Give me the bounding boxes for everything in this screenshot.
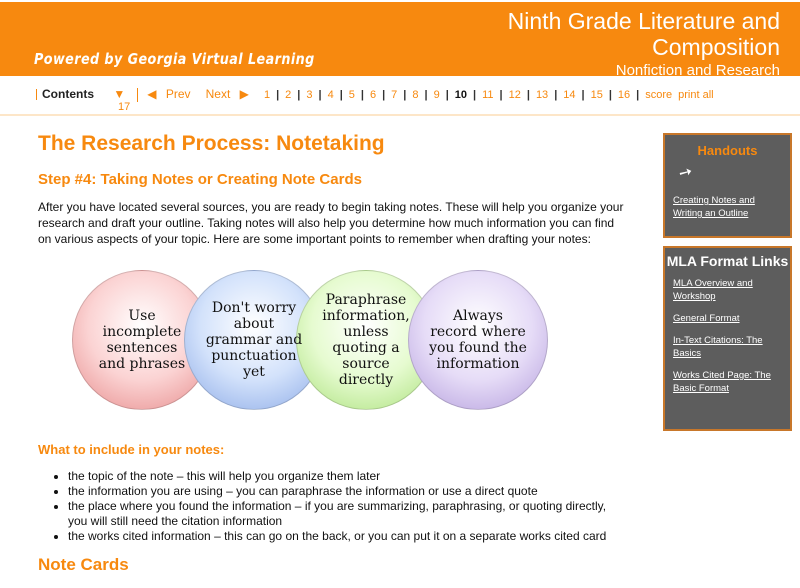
page-link-6[interactable]: 6 (369, 88, 377, 101)
page-link-2[interactable]: 2 (285, 88, 292, 101)
page-link-12[interactable]: 12 (508, 88, 521, 101)
unit-subtitle: Nonfiction and Research (615, 62, 780, 79)
mla-link[interactable]: Works Cited Page: The Basic Format (673, 370, 771, 394)
separator: | (360, 88, 364, 101)
next-label: Next (205, 86, 231, 101)
separator: | (636, 88, 640, 101)
step-heading: Step #4: Taking Notes or Creating Note Cards (38, 171, 362, 188)
list-item: • the information you are using – you can paraphrase the information or use a direct quote (68, 484, 628, 499)
tip-circle: Always record where you found the information (429, 308, 527, 372)
page-link-13[interactable]: 13 (535, 88, 549, 101)
mla-link[interactable]: General Format (673, 313, 740, 324)
include-list (68, 469, 628, 544)
page-link-10[interactable]: 10 (454, 88, 468, 101)
next-link[interactable] (205, 86, 255, 101)
tip-circle: Don't worry about grammar and punctuation yet (205, 300, 303, 380)
header-banner (0, 2, 800, 79)
separator: | (424, 88, 428, 101)
mla-link[interactable]: MLA Overview and Workshop (673, 278, 753, 302)
separator: | (403, 88, 407, 101)
page-link-16[interactable]: 16 (617, 88, 631, 101)
nav-divider (0, 114, 800, 116)
divider (137, 88, 138, 102)
cursor-icon: ➚ (675, 162, 696, 184)
chevron-down-icon: ▼ (113, 86, 126, 101)
page-navigation (36, 88, 776, 113)
page-link-7[interactable]: 7 (391, 88, 398, 101)
separator: | (382, 88, 386, 101)
page-link-14[interactable]: 14 (563, 88, 576, 101)
contents-menu[interactable] (36, 86, 131, 101)
include-heading: What to include in your notes: (38, 442, 225, 457)
mla-link[interactable]: In-Text Citations: The Basics (673, 335, 763, 359)
course-title: Ninth Grade Literature and Composition (507, 8, 780, 60)
handouts-box (663, 133, 792, 238)
page-link-9[interactable]: 9 (433, 88, 440, 101)
mla-links-box (663, 246, 792, 431)
powered-by-logo: Powered by Georgia Virtual Learning (34, 50, 315, 68)
separator: | (526, 88, 530, 101)
separator: | (297, 88, 301, 101)
contents-label: Contents (42, 86, 94, 101)
page-link-5[interactable]: 5 (348, 88, 355, 101)
tip-circle: Use incomplete sentences and phrases (98, 308, 186, 372)
handout-link[interactable]: Creating Notes and Writing an Outline (673, 195, 755, 219)
mla-title: MLA Format Links (666, 253, 789, 269)
page-link-1[interactable]: 1 (263, 88, 271, 101)
prev-link[interactable] (147, 86, 196, 101)
list-item: • the place where you found the information – if you are summarizing, paraphrasing, or quoting directly, you will still need the citation information (68, 499, 628, 529)
arrow-right-icon: ▶ (239, 86, 249, 101)
separator: | (581, 88, 585, 101)
note-cards-heading: Note Cards (38, 555, 129, 574)
list-item: • the works cited information – this can go on the back, or you can put it on a separate works cited card (68, 529, 628, 544)
prev-label: Prev (165, 86, 191, 101)
page-link-8[interactable]: 8 (412, 88, 419, 101)
score-link[interactable]: score (645, 88, 673, 101)
arrow-left-icon: ◀ (147, 86, 157, 101)
separator: | (318, 88, 322, 101)
separator: | (339, 88, 343, 101)
page-link-11[interactable]: 11 (482, 88, 494, 101)
handouts-title: Handouts (697, 143, 758, 158)
page-title: The Research Process: Notetaking (38, 132, 385, 155)
separator: | (473, 88, 477, 101)
page-link-3[interactable]: 3 (306, 88, 313, 101)
separator: | (554, 88, 558, 101)
page-link-4[interactable]: 4 (327, 88, 334, 101)
page-link-15[interactable]: 15 (590, 88, 603, 101)
separator: | (608, 88, 612, 101)
list-item: • the topic of the note – this will help you organize them later (68, 469, 628, 484)
print-all-link[interactable]: print all (678, 88, 714, 101)
separator: | (499, 88, 503, 101)
intro-paragraph: After you have located several sources, you are ready to begin taking notes. These will help you organize your research and draft your outline. Taking notes will also help you determine how much information you can find on various aspects of your topic. Here are some important points to remember when drafting your notes: (38, 200, 624, 246)
separator: | (276, 88, 280, 101)
page-link-17[interactable]: 17 (118, 101, 131, 113)
tip-circle: Paraphrase information, unless quoting a source directly (322, 292, 410, 388)
separator: | (445, 88, 449, 101)
